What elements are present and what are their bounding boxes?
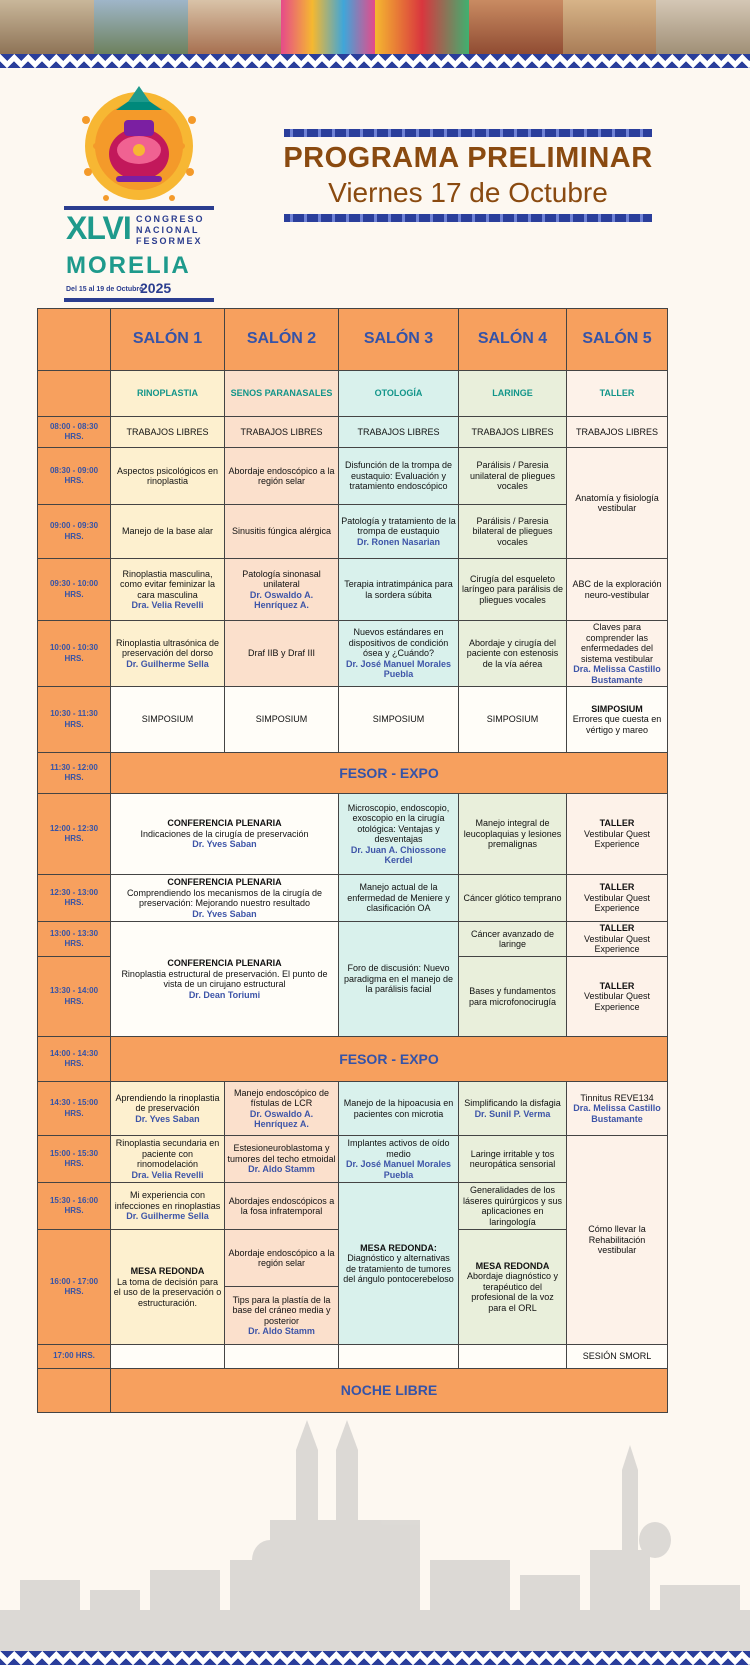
- session-cell: Manejo de la hipoacusia en pacientes con microtia: [339, 1082, 459, 1136]
- session-heading: CONFERENCIA PLENARIA: [167, 877, 282, 887]
- session-cell: [225, 1082, 339, 1136]
- speaker-name: Dr. José Manuel Morales Puebla: [345, 658, 452, 680]
- session-title: Aprendiendo la rinoplastia de preservación: [115, 1092, 220, 1114]
- speaker-name: Dr. Juan A. Chiossone Kerdel: [350, 844, 447, 865]
- speaker-name: Dra. Velia Revelli: [131, 1169, 204, 1180]
- topic-row: [38, 371, 668, 417]
- logo-line-nacional: NACIONAL: [136, 225, 200, 235]
- time-row: [38, 794, 668, 875]
- session-heading: CONFERENCIA PLENARIA: [167, 818, 282, 829]
- session-title: Patología sinonasal unilateral: [242, 568, 321, 589]
- speaker-name: Dra. Velia Revelli: [131, 600, 204, 610]
- session-title: Vestibular Quest Experience: [583, 991, 651, 1012]
- session-cell: Manejo actual de la enfermedad de Meniere y clasificación OA: [339, 875, 459, 922]
- logo-line-congreso: CONGRESO: [136, 214, 205, 224]
- time-slot: 08:30 - 09:00 HRS.: [38, 448, 111, 505]
- speaker-name: Dra. Melissa Castillo Bustamante: [573, 664, 661, 685]
- session-title: Errores que cuesta en vértigo y mareo: [572, 714, 662, 735]
- session-cell: SIMPOSIUM: [459, 687, 567, 753]
- session-title: Simplificando la disfagia: [464, 1098, 561, 1108]
- session-title: Rinoplastia ultrasónica de preservación del dorso: [115, 637, 220, 659]
- session-block: [225, 1287, 338, 1344]
- closing-corner-cell: [38, 1369, 111, 1413]
- noche-libre-banner: NOCHE LIBRE: [111, 1369, 668, 1413]
- time-slot: 09:30 - 10:00 HRS.: [38, 559, 111, 621]
- time-row: [38, 1082, 668, 1136]
- empty-cell: [111, 1345, 225, 1369]
- session-heading: TALLER: [599, 818, 635, 829]
- session-cell: SIMPOSIUM: [339, 687, 459, 753]
- session-cell: TRABAJOS LIBRES: [339, 417, 459, 448]
- time-slot: 13:30 - 14:00 HRS.: [38, 957, 111, 1037]
- session-cell: Foro de discusión: Nuevo paradigma en el manejo de la parálisis facial: [339, 922, 459, 1037]
- topic-senos-paranasales: SENOS PARANASALES: [225, 371, 339, 417]
- empty-cell: [339, 1345, 459, 1369]
- topic-corner-cell: [38, 371, 111, 417]
- expo-banner: FESOR - EXPO: [111, 1037, 668, 1082]
- time-slot: 15:30 - 16:00 HRS.: [38, 1183, 111, 1230]
- session-cell: [459, 1230, 567, 1345]
- time-row: [38, 753, 668, 794]
- session-title: Vestibular Quest Experience: [583, 933, 651, 955]
- time-row: [38, 1136, 668, 1183]
- session-heading: CONFERENCIA PLENARIA: [167, 958, 282, 968]
- city-skyline-illustration: [0, 1410, 750, 1651]
- salon-5-header: SALÓN 5: [567, 309, 668, 371]
- session-cell: [225, 559, 339, 621]
- time-slot: 16:00 - 17:00 HRS.: [38, 1230, 111, 1345]
- salon-4-header: SALÓN 4: [459, 309, 567, 371]
- session-cell: Generalidades de los láseres quirúrgicos y sus aplicaciones en laringología: [459, 1183, 567, 1230]
- session-title: Estesioneuroblastoma y tumores del techo etmoidal: [227, 1143, 336, 1164]
- time-slot: 12:00 - 12:30 HRS.: [38, 794, 111, 875]
- session-cell: Terapia intratimpánica para la sordera súbita: [339, 559, 459, 621]
- salon-3-header: SALÓN 3: [339, 309, 459, 371]
- session-cell: Abordajes endoscópicos a la fosa infratemporal: [225, 1183, 339, 1230]
- session-cell: [567, 922, 668, 957]
- session-heading: TALLER: [599, 980, 635, 991]
- session-title: Rinoplastia secundaria en paciente con rinomodelación: [115, 1138, 220, 1169]
- session-cell: Cómo llevar la Rehabilitación vestibular: [567, 1136, 668, 1345]
- session-cell: Draf IIB y Draf III: [225, 621, 339, 687]
- corner-cell: [38, 309, 111, 371]
- topic-otologia: OTOLOGÍA: [339, 371, 459, 417]
- session-cell: [567, 621, 668, 687]
- speaker-name: Dr. Sunil P. Verma: [474, 1108, 551, 1119]
- session-heading: TALLER: [599, 882, 635, 893]
- speaker-name: Dr. Aldo Stamm: [248, 1164, 315, 1175]
- time-slot: 14:00 - 14:30 HRS.: [38, 1037, 111, 1082]
- empty-cell: [459, 1345, 567, 1369]
- session-cell: [111, 1136, 225, 1183]
- session-title: Tips para la plastía de la base del cráneo media y posterior: [232, 1294, 331, 1326]
- expo-banner: FESOR - EXPO: [111, 753, 668, 794]
- session-cell: Parálisis / Paresia bilateral de pliegues vocales: [459, 505, 567, 559]
- time-slot: 10:30 - 11:30 HRS.: [38, 687, 111, 753]
- session-cell: [339, 1183, 459, 1345]
- session-cell: [567, 875, 668, 922]
- time-slot: 17:00 HRS.: [38, 1345, 111, 1369]
- title-bottom-bar: [284, 214, 652, 222]
- session-cell: Cáncer glótico temprano: [459, 875, 567, 922]
- time-slot: 09:00 - 09:30 HRS.: [38, 505, 111, 559]
- session-cell: Disfunción de la trompa de eustaquio: Evaluación y tratamiento endoscópico: [339, 448, 459, 505]
- logo-dates: Del 15 al 19 de Octubre: [66, 286, 144, 293]
- session-cell: [339, 621, 459, 687]
- speaker-name: Dr. Yves Saban: [192, 908, 257, 919]
- session-title: Abordaje endoscópico a la región selar: [225, 1230, 338, 1287]
- session-cell: [567, 687, 668, 753]
- session-cell: Aspectos psicológicos en rinoplastia: [111, 448, 225, 505]
- session-cell: SIMPOSIUM: [111, 687, 225, 753]
- session-cell: SESIÓN SMORL: [567, 1345, 668, 1369]
- plenary-cell: [111, 922, 339, 1037]
- session-title: Indicaciones de la cirugía de preservación: [140, 828, 309, 839]
- session-cell: Anatomía y fisiología vestibular: [567, 448, 668, 559]
- speaker-name: Dr. Oswaldo A. Henríquez A.: [249, 589, 314, 610]
- session-cell: [111, 1230, 225, 1345]
- time-slot: 14:30 - 15:00 HRS.: [38, 1082, 111, 1136]
- logo-year: 2025: [140, 280, 172, 296]
- logo-line-fesormex: FESORMEX: [136, 236, 203, 246]
- session-cell: Cirugía del esqueleto laríngeo para parálisis de pliegues vocales: [459, 559, 567, 621]
- topic-laringe: LARINGE: [459, 371, 567, 417]
- session-cell: Cáncer avanzado de laringe: [459, 922, 567, 957]
- time-slot: 11:30 - 12:00 HRS.: [38, 753, 111, 794]
- session-title: Microscopio, endoscopio, exoscopio en la cirugía otológica: Ventajas y desventajas: [347, 802, 450, 844]
- session-cell: Manejo integral de leucoplaquias y lesiones premalignas: [459, 794, 567, 875]
- session-cell: TRABAJOS LIBRES: [225, 417, 339, 448]
- session-heading: SIMPOSIUM: [591, 703, 643, 714]
- session-cell: [339, 1136, 459, 1183]
- logo-congress-lines: [136, 214, 205, 247]
- speaker-name: Dr. Guilherme Sella: [126, 658, 209, 669]
- salon-1-header: SALÓN 1: [111, 309, 225, 371]
- time-row: [38, 1345, 668, 1369]
- time-slot: 10:00 - 10:30 HRS.: [38, 621, 111, 687]
- session-cell: Abordaje y cirugía del paciente con estenosis de la vía aérea: [459, 621, 567, 687]
- time-row: [38, 417, 668, 448]
- session-title: Rinoplastia masculina, como evitar feminizar la cara masculina: [119, 568, 216, 600]
- speaker-name: Dra. Melissa Castillo Bustamante: [573, 1103, 661, 1124]
- speaker-name: Dr. Aldo Stamm: [248, 1326, 315, 1336]
- session-title: Mi experiencia con infecciones en rinoplastias: [114, 1190, 221, 1211]
- session-title: Vestibular Quest Experience: [583, 828, 651, 850]
- program-table: [37, 308, 668, 1413]
- time-row: [38, 1037, 668, 1082]
- plenary-cell: [111, 794, 339, 875]
- session-cell: TRABAJOS LIBRES: [567, 417, 668, 448]
- logo-city: MORELIA: [66, 252, 191, 279]
- page-subtitle: Viernes 17 de Octubre: [328, 177, 608, 208]
- session-cell: Sinusitis fúngica alérgica: [225, 505, 339, 559]
- session-heading: MESA REDONDA:: [360, 1242, 437, 1253]
- session-cell: [339, 505, 459, 559]
- time-slot: 12:30 - 13:00 HRS.: [38, 875, 111, 922]
- session-cell: [111, 559, 225, 621]
- session-cell: [111, 621, 225, 687]
- session-title: Comprendiendo los mecanismos de la cirugía de preservación: Mejorando nuestro resultado: [126, 887, 323, 908]
- session-cell: [567, 957, 668, 1037]
- speaker-name: Dr. Dean Toriumi: [188, 989, 261, 1000]
- session-cell: [111, 1082, 225, 1136]
- session-title: La toma de decisión para el uso de la preservación o estructuración.: [113, 1276, 222, 1308]
- empty-cell: [225, 1345, 339, 1369]
- title-top-bar: [284, 129, 652, 137]
- session-heading: MESA REDONDA: [475, 1260, 550, 1271]
- time-row: [38, 559, 668, 621]
- pottery-emblem-icon: [76, 80, 202, 206]
- session-cell: Laringe irritable y tos neuropática sensorial: [459, 1136, 567, 1183]
- speaker-name: Dr. Yves Saban: [135, 1113, 200, 1124]
- session-title: Implantes activos de oído medio: [347, 1138, 450, 1159]
- session-cell: ABC de la exploración neuro-vestibular: [567, 559, 668, 621]
- session-heading: TALLER: [599, 923, 635, 934]
- session-cell: [567, 1082, 668, 1136]
- time-row: [38, 875, 668, 922]
- speaker-name: Dr. Oswaldo A. Henríquez A.: [249, 1108, 314, 1129]
- time-slot: 13:00 - 13:30 HRS.: [38, 922, 111, 957]
- session-heading: MESA REDONDA: [130, 1266, 205, 1276]
- congress-logo: [64, 80, 214, 295]
- speaker-name: Dr. Yves Saban: [192, 839, 257, 850]
- logo-bottom-divider: [64, 298, 214, 302]
- session-cell: Abordaje endoscópico a la región selar: [225, 448, 339, 505]
- time-row: [38, 687, 668, 753]
- bottom-decorative-border: [0, 1651, 750, 1665]
- session-title: Nuevos estándares en dispositivos de condición ósea y ¿Cuándo?: [348, 627, 449, 659]
- session-cell: [459, 1082, 567, 1136]
- session-cell: [225, 1230, 339, 1345]
- session-title: Manejo endoscópico de fístulas de LCR: [233, 1087, 330, 1108]
- session-title: Diagnóstico y alternativas de tratamiento de tumores del ángulo pontocerebeloso: [343, 1253, 454, 1284]
- time-row: [38, 448, 668, 505]
- salon-2-header: SALÓN 2: [225, 309, 339, 371]
- header-photo-banner: [0, 0, 750, 56]
- time-slot: 15:00 - 15:30 HRS.: [38, 1136, 111, 1183]
- session-cell: Bases y fundamentos para microfonocirugía: [459, 957, 567, 1037]
- time-row: [38, 621, 668, 687]
- session-cell: [567, 794, 668, 875]
- speaker-name: Dr. José Manuel Morales Puebla: [345, 1159, 452, 1180]
- session-cell: Parálisis / Paresia unilateral de pliegues vocales: [459, 448, 567, 505]
- logo-edition-number: XLVI: [66, 210, 131, 246]
- session-cell: [339, 794, 459, 875]
- session-title: Claves para comprender las enfermedades del sistema vestibular: [580, 622, 654, 664]
- session-title: Patología y tratamiento de la trompa de eustaquio: [341, 515, 456, 537]
- session-title: Rinoplastia estructural de preservación. El punto de vista de un cirujano estructural: [121, 968, 328, 989]
- salon-header-row: [38, 309, 668, 371]
- time-slot: 08:00 - 08:30 HRS.: [38, 417, 111, 448]
- session-title: Vestibular Quest Experience: [583, 892, 651, 914]
- speaker-name: Dr. Guilherme Sella: [126, 1211, 209, 1222]
- session-cell: TRABAJOS LIBRES: [459, 417, 567, 448]
- session-cell: [111, 1183, 225, 1230]
- session-cell: Manejo de la base alar: [111, 505, 225, 559]
- time-row: [38, 922, 668, 957]
- top-decorative-border: [0, 54, 750, 68]
- speaker-name: Dr. Ronen Nasarian: [356, 536, 441, 547]
- session-cell: [225, 1136, 339, 1183]
- closing-row: [38, 1369, 668, 1413]
- session-title: Tinnitus REVE134: [580, 1092, 654, 1103]
- session-cell: SIMPOSIUM: [225, 687, 339, 753]
- session-cell: TRABAJOS LIBRES: [111, 417, 225, 448]
- session-title: Abordaje diagnóstico y terapéutico del profesional de la voz para el ORL: [466, 1271, 559, 1313]
- page-title: PROGRAMA PRELIMINAR: [283, 142, 653, 174]
- topic-rinoplastia: RINOPLASTIA: [111, 371, 225, 417]
- plenary-cell: [111, 875, 339, 922]
- topic-taller: TALLER: [567, 371, 668, 417]
